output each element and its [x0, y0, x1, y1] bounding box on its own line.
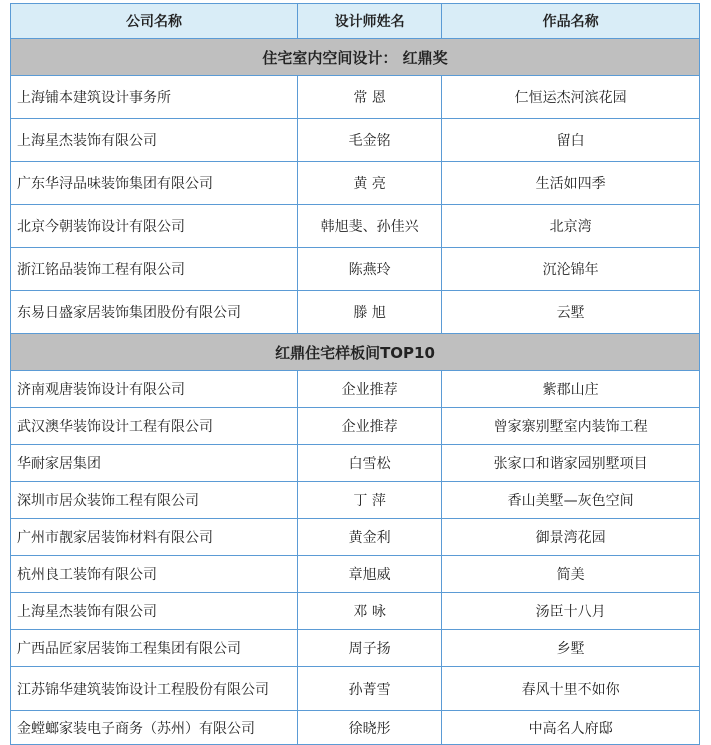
company-cell: 广西品匠家居装饰工程集团有限公司	[11, 630, 298, 667]
work-cell: 张家口和谐家园别墅项目	[442, 445, 700, 482]
table-row	[11, 205, 700, 248]
designer-cell: 周子扬	[298, 630, 442, 667]
designer-cell: 韩旭斐、孙佳兴	[298, 205, 442, 248]
table-row	[11, 593, 700, 630]
section-title: 红鼎住宅样板间TOP10	[11, 334, 700, 371]
designer-cell: 陈燕玲	[298, 248, 442, 291]
header-work: 作品名称	[442, 4, 700, 39]
work-cell: 留白	[442, 119, 700, 162]
table-row	[11, 630, 700, 667]
table-row	[11, 76, 700, 119]
table-row	[11, 482, 700, 519]
table-row	[11, 519, 700, 556]
company-cell: 深圳市居众装饰工程有限公司	[11, 482, 298, 519]
work-cell: 汤臣十八月	[442, 593, 700, 630]
designer-cell: 章旭威	[298, 556, 442, 593]
work-cell: 中高名人府邸	[442, 711, 700, 745]
company-cell: 广东华浔品味装饰集团有限公司	[11, 162, 298, 205]
designer-cell: 白雪松	[298, 445, 442, 482]
designer-cell: 黄金利	[298, 519, 442, 556]
company-cell: 济南观唐装饰设计有限公司	[11, 371, 298, 408]
designer-cell: 滕 旭	[298, 291, 442, 334]
designer-cell: 常 恩	[298, 76, 442, 119]
table-row	[11, 371, 700, 408]
designer-cell: 企业推荐	[298, 408, 442, 445]
work-cell: 云墅	[442, 291, 700, 334]
awards-table	[10, 3, 700, 745]
work-cell: 御景湾花园	[442, 519, 700, 556]
table-row	[11, 408, 700, 445]
designer-cell: 丁 萍	[298, 482, 442, 519]
section-header-row	[11, 39, 700, 76]
designer-cell: 邓 咏	[298, 593, 442, 630]
designer-cell: 孙菁雪	[298, 667, 442, 711]
company-cell: 广州市靓家居装饰材料有限公司	[11, 519, 298, 556]
designer-cell: 徐晓彤	[298, 711, 442, 745]
designer-cell: 毛金铭	[298, 119, 442, 162]
work-cell: 沉沦锦年	[442, 248, 700, 291]
company-cell: 华耐家居集团	[11, 445, 298, 482]
company-cell: 武汉澳华装饰设计工程有限公司	[11, 408, 298, 445]
work-cell: 乡墅	[442, 630, 700, 667]
company-cell: 上海星杰装饰有限公司	[11, 593, 298, 630]
designer-cell: 企业推荐	[298, 371, 442, 408]
header-company: 公司名称	[11, 4, 298, 39]
work-cell: 春风十里不如你	[442, 667, 700, 711]
table-row	[11, 291, 700, 334]
header-designer: 设计师姓名	[298, 4, 442, 39]
header-row	[11, 4, 700, 39]
company-cell: 北京今朝装饰设计有限公司	[11, 205, 298, 248]
work-cell: 紫郡山庄	[442, 371, 700, 408]
work-cell: 曾家寨别墅室内装饰工程	[442, 408, 700, 445]
company-cell: 东易日盛家居装饰集团股份有限公司	[11, 291, 298, 334]
section-header-row	[11, 334, 700, 371]
table-row	[11, 445, 700, 482]
work-cell: 香山美墅—灰色空间	[442, 482, 700, 519]
table-row	[11, 556, 700, 593]
work-cell: 简美	[442, 556, 700, 593]
work-cell: 仁恒运杰河滨花园	[442, 76, 700, 119]
work-cell: 北京湾	[442, 205, 700, 248]
company-cell: 杭州良工装饰有限公司	[11, 556, 298, 593]
company-cell: 上海星杰装饰有限公司	[11, 119, 298, 162]
table-row	[11, 711, 700, 745]
table-row	[11, 119, 700, 162]
company-cell: 江苏锦华建筑装饰设计工程股份有限公司	[11, 667, 298, 711]
work-cell: 生活如四季	[442, 162, 700, 205]
table-row	[11, 248, 700, 291]
table-row	[11, 162, 700, 205]
company-cell: 浙江铭品装饰工程有限公司	[11, 248, 298, 291]
designer-cell: 黄 亮	[298, 162, 442, 205]
section-title: 住宅室内空间设计： 红鼎奖	[11, 39, 700, 76]
company-cell: 上海铺本建筑设计事务所	[11, 76, 298, 119]
company-cell: 金螳螂家装电子商务（苏州）有限公司	[11, 711, 298, 745]
table-row	[11, 667, 700, 711]
